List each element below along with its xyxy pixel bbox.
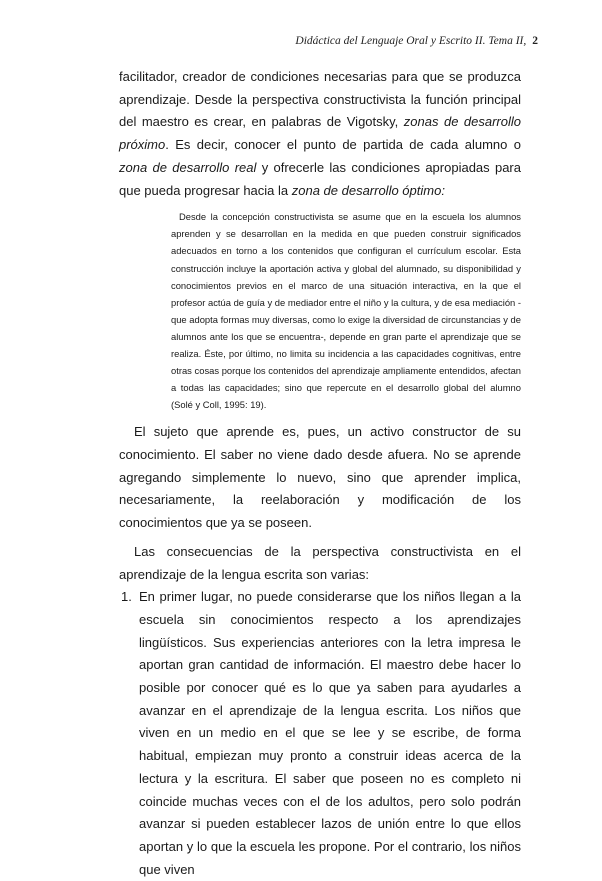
running-header xyxy=(295,35,538,47)
p1-text-1: facilitador, creador de condiciones necesarias para que se produzca aprendizaje. Desde la perspectiva constructivista la función principal del maestro es crear, en palabras de Vigotsky, xyxy=(119,69,521,130)
p1-text-2: . Es decir, conocer el punto de partida de cada alumno o xyxy=(165,137,521,153)
paragraph-sujeto: El sujeto que aprende es, pues, un activo constructor de su conocimiento. El saber no viene dado desde afuera. No se aprende agregando simplemente lo nuevo, sino que aprender implica, necesariamente, la reelaboración y modificación de los conocimientos que ya se poseen. xyxy=(119,424,521,531)
running-title: Didáctica del Lenguaje Oral y Escrito II. Tema II, xyxy=(295,35,527,47)
paragraph-consecuencias: Las consecuencias de la perspectiva constructivista en el aprendizaje de la lengua escrita son varias: xyxy=(119,543,521,582)
p1-text-3: y ofrecerle las condiciones apropiadas para que pueda progresar hacia la xyxy=(119,159,521,198)
block-quote: Desde la concepción constructivista se asume que en la escuela los alumnos aprenden y se desarrollan en la medida en que pueden construir significados adecuados en torno a los contenidos que configuran el currículum escolar. Esta construcción incluye la aportación activa y global del alumnado, su disponibilidad y conocimientos previos en el marco de una situación interactiva, en la que el profesor actúa de guía y de mediador entre el niño y la cultura, y de esa mediación -que adopta formas muy diversas, como lo exige la diversidad de circunstancias y de alumnos ante los que se encuentra-, depende en gran parte el aprendizaje que se realiza. Éste, por último, no limita su incidencia a las capacidades cognitivas, entre otras cosas porque los contenidos del aprendizaje ampliamente entendidos, afectan a todas las capacidades; sino que repercute en el desarrollo global del alumno (Solé y Coll, 1995: 19). xyxy=(171,211,521,411)
list-item xyxy=(119,586,521,881)
list-marker: 1. xyxy=(121,589,132,605)
term-zona-real: zona de desarrollo real xyxy=(119,159,257,175)
page-number: 2 xyxy=(532,35,538,47)
term-zona-optimo: zona de desarrollo óptimo: xyxy=(291,182,445,198)
list-item-text: En primer lugar, no puede considerarse que los niños llegan a la escuela sin conocimientos respecto a los aprendizajes lingüísticos. Sus experiencias anteriores con la letra impresa le aportan gran cantidad de información. El maestro debe hacer lo posible por conocer qué es lo que ya saben para ayudarles a avanzar en el aprendizaje de la lengua escrita. Los niños que viven en un medio en el que se lee y se escribe, de forma habitual, empiezan muy pronto a construir ideas acerca de la lectura y la escritura. El saber que poseen no es completo ni coincide muchas veces con el de los adultos, pero solo podrán avanzar si pueden establecer lazos de unión entre lo que ellos aportan y lo que la escuela les propone. Por el contrario, los niños que viven xyxy=(139,589,521,877)
term-zona-proximo: zonas de desarrollo próximo xyxy=(119,114,521,153)
paragraph-zones xyxy=(119,66,521,202)
page-body xyxy=(119,66,521,881)
consequences-list xyxy=(119,586,521,881)
